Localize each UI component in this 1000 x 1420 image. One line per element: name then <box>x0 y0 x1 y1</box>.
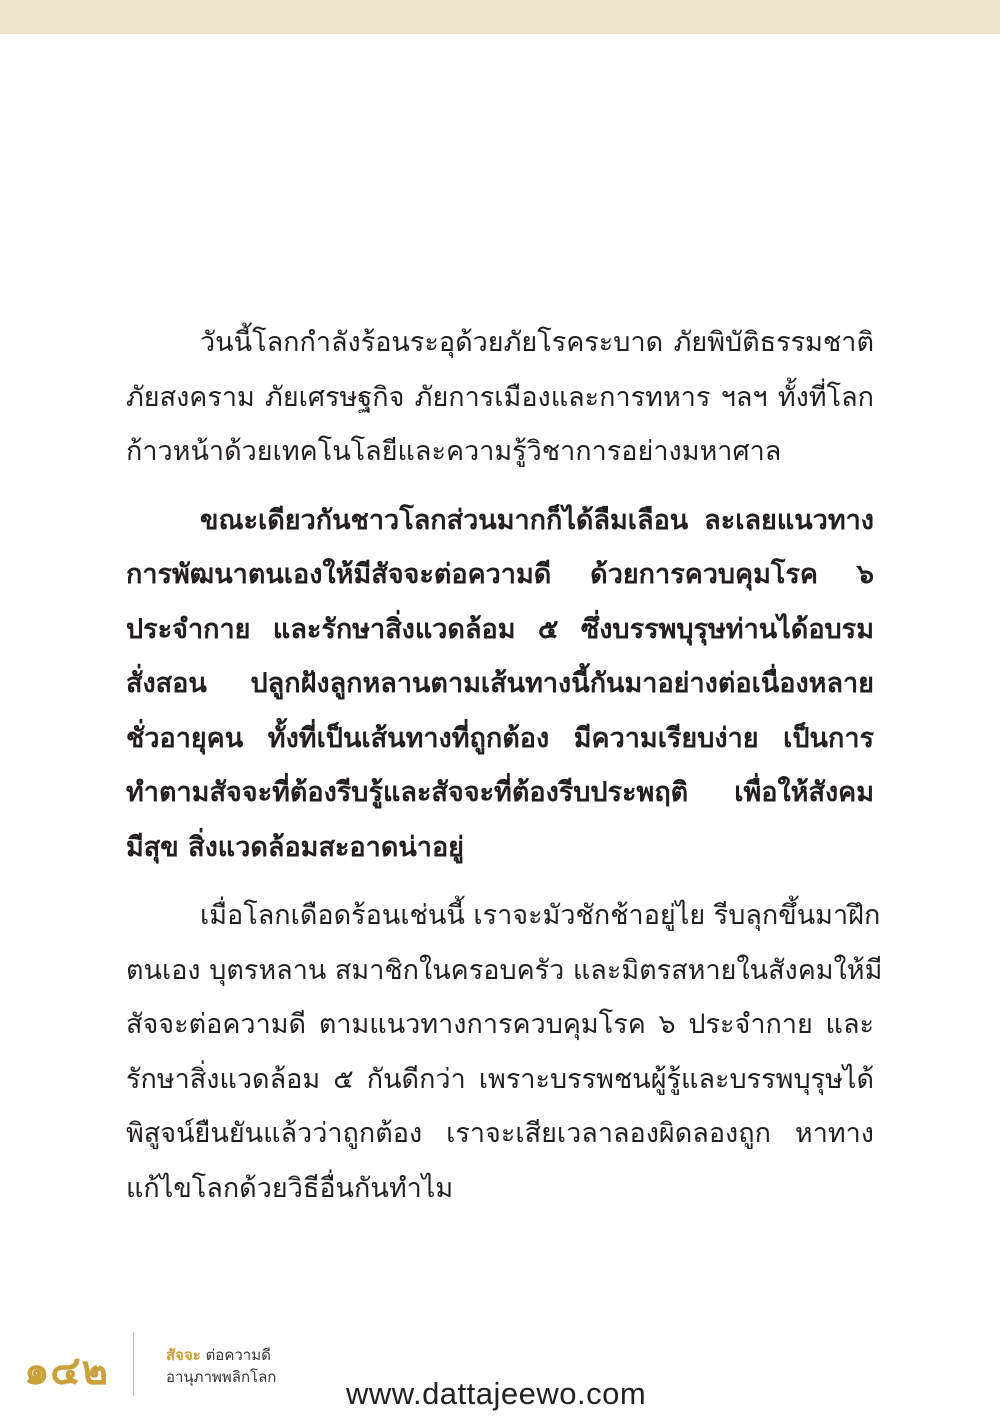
paragraph-3 <box>126 889 883 1216</box>
page-body <box>126 316 883 1216</box>
text-line: สั่งสอน ปลูกฝังลูกหลานตามเส้นทางนี้กันมาอย่างต่อเนื่องหลาย <box>126 668 874 699</box>
text-line: แก้ไขโลกด้วยวิธีอื่นกันทำไม <box>126 1172 454 1204</box>
book-subtitle: อานุภาพพลิกโลก <box>166 1368 277 1386</box>
top-decorative-band <box>0 0 1000 34</box>
page-footer <box>0 1310 1000 1420</box>
text-line: ขณะเดียวกันชาวโลกส่วนมากก็ได้ลืมเลือน ละเลยแนวทาง <box>200 504 874 536</box>
book-title-rest: ต่อความดี <box>200 1346 271 1364</box>
text-line: พิสูจน์ยืนยันแล้วว่าถูกต้อง เราจะเสียเวลาลองผิดลองถูก หาทาง <box>126 1118 874 1149</box>
text-line: ประจำกาย และรักษาสิ่งแวดล้อม ๕ ซึ่งบรรพบุรุษท่านได้อบรม <box>126 613 874 645</box>
text-line: ชั่วอายุคน ทั้งที่เป็นเส้นทางที่ถูกต้อง มีความเรียบง่าย เป็นการ <box>126 722 874 754</box>
paragraph-2-bold <box>126 494 874 876</box>
book-title-accent: สัจจะ <box>166 1346 201 1364</box>
book-title-block <box>166 1344 276 1388</box>
website-url: www.dattajeewo.com <box>346 1376 647 1411</box>
text-line: ทำตามสัจจะที่ต้องรีบรู้และสัจจะที่ต้องรีบประพฤติ เพื่อให้สังคม <box>126 777 874 808</box>
text-line: มีสุข สิ่งแวดล้อมสะอาดน่าอยู่ <box>126 831 465 863</box>
text-line: สัจจะต่อความดี ตามแนวทางการควบคุมโรค ๖ ประจำกาย และ <box>126 1009 874 1040</box>
text-line: เมื่อโลกเดือดร้อนเช่นนี้ เราจะมัวชักช้าอยู่ไย รีบลุกขึ้นมาฝึก <box>200 900 881 931</box>
footer-divider <box>133 1332 134 1396</box>
book-title <box>166 1344 276 1366</box>
paragraph-1 <box>126 316 874 480</box>
text-line: ตนเอง บุตรหลาน สมาชิกในครอบครัว และมิตรสหายในสังคมให้มี <box>126 954 883 986</box>
text-line: ก้าวหน้าด้วยเทคโนโลยีและความรู้วิชาการอย่างมหาศาล <box>126 436 782 467</box>
text-line: รักษาสิ่งแวดล้อม ๕ กันดีกว่า เพราะบรรพชนผู้รู้และบรรพบุรุษได้ <box>126 1063 874 1095</box>
text-line: วันนี้โลกกำลังร้อนระอุด้วยภัยโรคระบาด ภัยพิบัติธรรมชาติ <box>200 327 874 358</box>
page-number: ๑๔๒ <box>24 1348 110 1394</box>
text-line: ภัยสงคราม ภัยเศรษฐกิจ ภัยการเมืองและการทหาร ฯลฯ ทั้งที่โลก <box>126 381 874 413</box>
text-line: การพัฒนาตนเองให้มีสัจจะต่อความดี ด้วยการควบคุมโรค ๖ <box>126 559 874 590</box>
